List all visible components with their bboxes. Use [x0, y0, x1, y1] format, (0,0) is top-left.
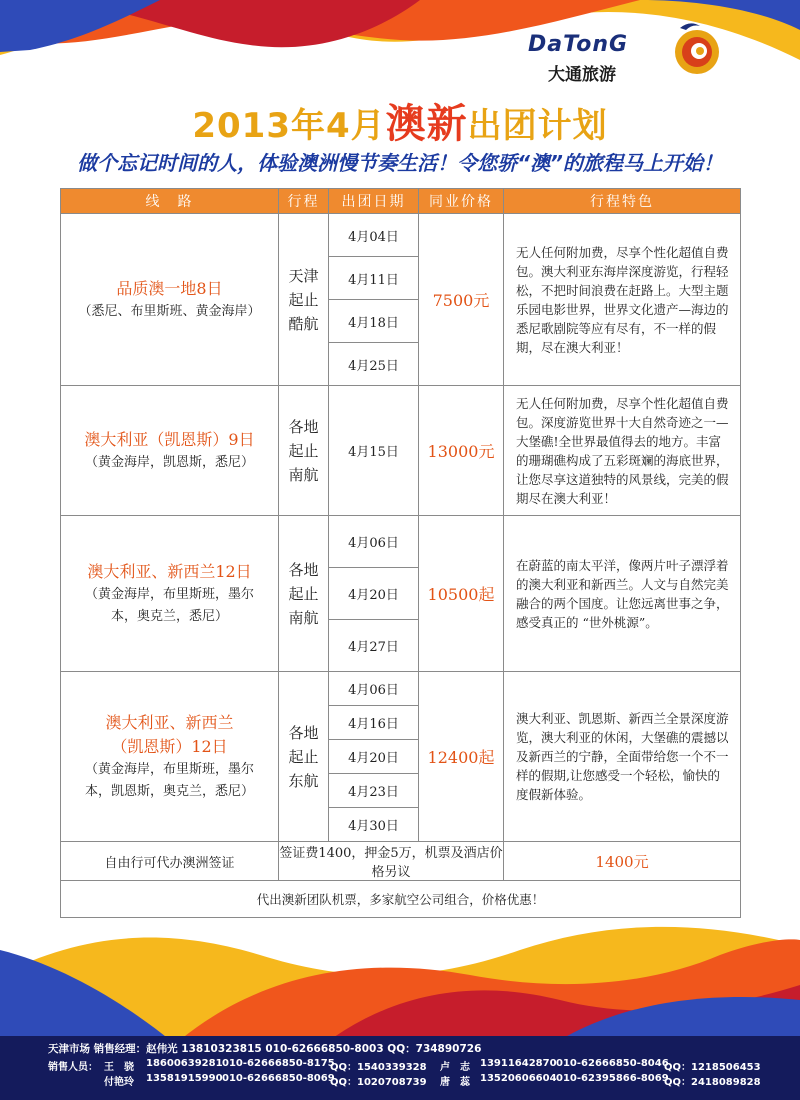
- staff-mobile: 18600639281: [146, 1058, 223, 1069]
- header-departure-date: 出团日期: [329, 189, 419, 214]
- title-date: 2013年4月: [192, 106, 386, 146]
- page-subtitle: 做个忘记时间的人，体验澳洲慢节奏生活！令您骄“澳”的旅程马上开始！: [77, 151, 723, 175]
- itinerary-cell: [279, 386, 329, 516]
- departure-date: 4月16日: [329, 706, 419, 740]
- visa-price: 1400元: [504, 842, 741, 881]
- departure-date: 4月27日: [329, 620, 419, 672]
- features-cell: 无人任何附加费，尽享个性化超值自费包。澳大利亚东海岸深度游览，行程轻松，不把时间浪费在赶路上。大型主题乐园电影世界，世界文化遗产—海边的悉尼歌剧院等应有尽有，不一样的假期，尽在澳大利亚！: [504, 214, 741, 386]
- staff-name: 王 骁: [104, 1062, 134, 1073]
- staff-mobile: 13911642870: [480, 1058, 557, 1069]
- features-cell: 澳大利亚、凯恩斯、新西兰全景深度游览，澳大利亚的休闲，大堡礁的震撼以及新西兰的宁静，全面带给您一个不一样的假期,让您感受一个轻松，愉快的度假新体验。: [504, 672, 741, 842]
- price-cell: 12400起: [419, 672, 504, 842]
- staff-mobile: 13581915990: [146, 1073, 223, 1084]
- footnote-row: [61, 881, 741, 918]
- footnote-text: 代出澳新团队机票，多家航空公司组合，价格优惠！: [61, 881, 741, 918]
- swirl-icon: [670, 18, 724, 78]
- departure-date: 4月15日: [329, 386, 419, 516]
- footer-staff-label: 销售人员：: [48, 1062, 98, 1073]
- header-price: 同业价格: [419, 189, 504, 214]
- staff-tel: 010-62666850-8046: [556, 1058, 669, 1069]
- visa-note: 签证费1400，押金5万，机票及酒店价格另议: [279, 842, 504, 881]
- departure-date: 4月25日: [329, 343, 419, 386]
- page-title: [0, 92, 800, 149]
- itinerary-line: 起止: [288, 584, 319, 603]
- table-row: [61, 386, 741, 516]
- route-cell: [61, 214, 279, 386]
- itinerary-line: 酷航: [288, 314, 319, 333]
- table-header-row: [61, 189, 741, 214]
- itinerary-line: 起止: [288, 747, 319, 766]
- staff-tel: 010-62666850-8069: [222, 1073, 335, 1084]
- staff-name: 卢 志: [440, 1062, 470, 1073]
- price-cell: 13000元: [419, 386, 504, 516]
- itinerary-line: 天津: [288, 266, 319, 285]
- itinerary-line: 各地: [288, 560, 319, 579]
- footer-market-line: 天津市场 销售经理：赵伟光 13810323815 010-62666850-8003 QQ：734890726: [48, 1043, 482, 1055]
- departure-date: 4月11日: [329, 257, 419, 300]
- title-highlight: 澳新: [385, 101, 468, 147]
- itinerary-cell: [279, 516, 329, 672]
- departure-date: 4月06日: [329, 516, 419, 568]
- route-cell: [61, 386, 279, 516]
- itinerary-line: 南航: [288, 608, 319, 627]
- features-cell: 无人任何附加费，尽享个性化超值自费包。深度游览世界十大自然奇迹之一—大堡礁!全世界最值得去的地方。丰富的珊瑚礁构成了五彩斑斓的海底世界，让您尽享这道独特的风景线，完美的假期尽在澳大利亚！: [504, 386, 741, 516]
- staff-name: 唐 蕊: [440, 1077, 470, 1088]
- features-cell: 在蔚蓝的南太平洋，像两片叶子漂浮着的澳大利亚和新西兰。人文与自然完美融合的两个国度。让您远离世事之争，感受真正的 “世外桃源”。: [504, 516, 741, 672]
- route-cities: （黄金海岸，布里斯班，墨尔本，奥克兰，悉尼）: [85, 586, 255, 624]
- route-cell: [61, 516, 279, 672]
- route-name: 澳大利亚、新西兰（凯恩斯）12日: [105, 712, 234, 756]
- table-row: [61, 672, 741, 706]
- itinerary-cell: [279, 672, 329, 842]
- route-cities: （黄金海岸，凯恩斯，悉尼）: [84, 454, 254, 470]
- route-name: 澳大利亚、新西兰12日: [87, 561, 252, 581]
- departure-date: 4月18日: [329, 300, 419, 343]
- route-cities: （黄金海岸，布里斯班，墨尔本，凯恩斯，奥克兰，悉尼）: [85, 761, 255, 799]
- itinerary-cell: [279, 214, 329, 386]
- staff-qq: QQ：1540339328: [330, 1062, 427, 1073]
- tour-plan-table: [60, 188, 741, 918]
- itinerary-line: 各地: [288, 417, 319, 436]
- itinerary-line: 起止: [288, 290, 319, 309]
- header-route: 线 路: [61, 189, 279, 214]
- header-features: 行程特色: [504, 189, 741, 214]
- logo-latin: DaTonG: [528, 32, 629, 57]
- departure-date: 4月20日: [329, 568, 419, 620]
- itinerary-line: 各地: [288, 723, 319, 742]
- route-name: 品质澳一地8日: [116, 278, 223, 298]
- staff-qq: QQ：2418089828: [664, 1077, 761, 1088]
- staff-qq: QQ：1020708739: [330, 1077, 427, 1088]
- itinerary-line: 东航: [288, 771, 319, 790]
- staff-qq: QQ：1218506453: [664, 1062, 761, 1073]
- price-cell: 7500元: [419, 214, 504, 386]
- staff-tel: 010-62395866-8069: [556, 1073, 669, 1084]
- price-cell: 10500起: [419, 516, 504, 672]
- table-row: [61, 516, 741, 568]
- title-rest: 出团计划: [467, 106, 608, 146]
- staff-mobile: 13520606604: [480, 1073, 557, 1084]
- logo-chinese-name: 大通旅游: [548, 65, 616, 85]
- departure-date: 4月20日: [329, 740, 419, 774]
- header-itinerary: 行程: [279, 189, 329, 214]
- route-cell: [61, 672, 279, 842]
- itinerary-line: 南航: [288, 465, 319, 484]
- route-cities: （悉尼、布里斯班、黄金海岸）: [78, 303, 261, 319]
- staff-tel: 010-62666850-8175: [222, 1058, 335, 1069]
- departure-date: 4月23日: [329, 774, 419, 808]
- departure-date: 4月04日: [329, 214, 419, 257]
- table-row: [61, 214, 741, 257]
- staff-name: 付艳玲: [104, 1077, 134, 1088]
- itinerary-line: 起止: [288, 441, 319, 460]
- departure-date: 4月06日: [329, 672, 419, 706]
- route-name: 澳大利亚（凯恩斯）9日: [84, 429, 255, 449]
- visa-label: 自由行可代办澳洲签证: [61, 842, 279, 881]
- visa-row: [61, 842, 741, 881]
- datong-logo: [528, 18, 728, 88]
- departure-date: 4月30日: [329, 808, 419, 842]
